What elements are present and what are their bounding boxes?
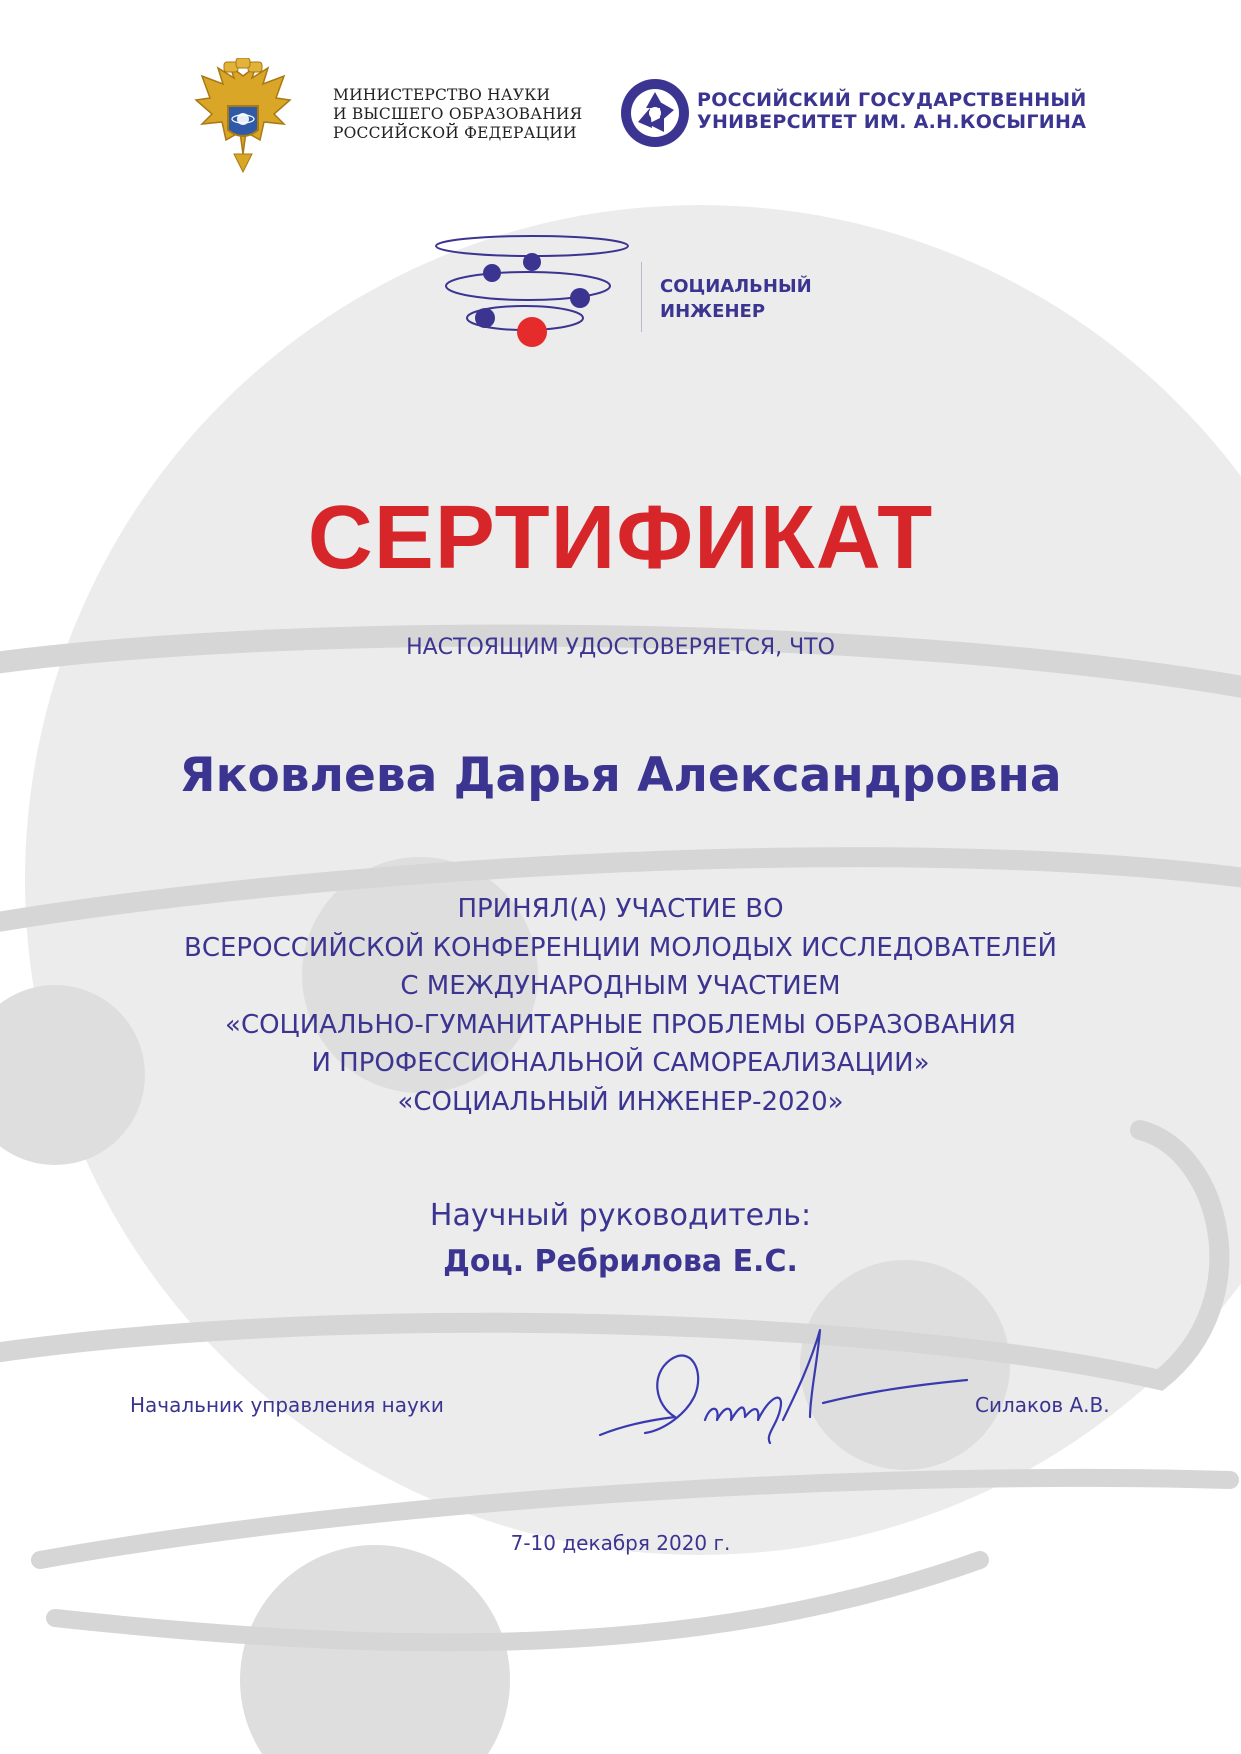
body-line: И ПРОФЕССИОНАЛЬНОЙ САМОРЕАЛИЗАЦИИ» [311, 1048, 930, 1078]
university-line: РОССИЙСКИЙ ГОСУДАРСТВЕННЫЙ [697, 89, 1087, 111]
body-line: ВСЕРОССИЙСКОЙ КОНФЕРЕНЦИИ МОЛОДЫХ ИССЛЕДОВАТЕЛЕЙ [184, 932, 1057, 963]
ministry-name [333, 86, 583, 143]
certificate-intro: НАСТОЯЩИМ УДОСТОВЕРЯЕТСЯ, ЧТО [406, 635, 835, 660]
event-logo-line: ИНЖЕНЕР [660, 301, 766, 322]
certificate-title: СЕРТИФИКАТ [307, 488, 934, 588]
event-logo-line: СОЦИАЛЬНЫЙ [660, 276, 812, 297]
university-logo-icon [620, 78, 690, 148]
body-line: С МЕЖДУНАРОДНЫМ УЧАСТИЕМ [400, 971, 841, 1001]
body-line: «СОЦИАЛЬНО-ГУМАНИТАРНЫЕ ПРОБЛЕМЫ ОБРАЗОВАНИЯ [225, 1009, 1016, 1040]
social-engineer-logo-icon [430, 228, 635, 353]
event-logo-name [660, 274, 860, 324]
advisor-name: Доц. Ребрилова Е.С. [443, 1244, 798, 1279]
university-name [697, 89, 1117, 133]
signatory-name: Силаков А.В. [975, 1393, 1110, 1417]
signatory-position: Начальник управления науки [130, 1393, 444, 1417]
certificate-body [0, 890, 1241, 1121]
logo-divider [641, 262, 642, 332]
ministry-line: И ВЫСШЕГО ОБРАЗОВАНИЯ [333, 105, 583, 123]
advisor-label: Научный руководитель: [429, 1198, 812, 1233]
background-orbit-bottom [55, 1560, 980, 1642]
body-line: ПРИНЯЛ(А) УЧАСТИЕ ВО [457, 894, 784, 924]
ministry-line: РОССИЙСКОЙ ФЕДЕРАЦИИ [333, 124, 577, 142]
body-line: «СОЦИАЛЬНЫЙ ИНЖЕНЕР-2020» [397, 1086, 844, 1117]
russian-eagle-emblem-icon [190, 58, 296, 176]
ministry-line: МИНИСТЕРСТВО НАУКИ [333, 86, 551, 104]
event-date: 7-10 декабря 2020 г. [510, 1531, 731, 1555]
university-line: УНИВЕРСИТЕТ ИМ. А.Н.КОСЫГИНА [697, 111, 1087, 133]
handwritten-signature [595, 1325, 975, 1455]
recipient-name: Яковлева Дарья Александровна [179, 748, 1062, 803]
